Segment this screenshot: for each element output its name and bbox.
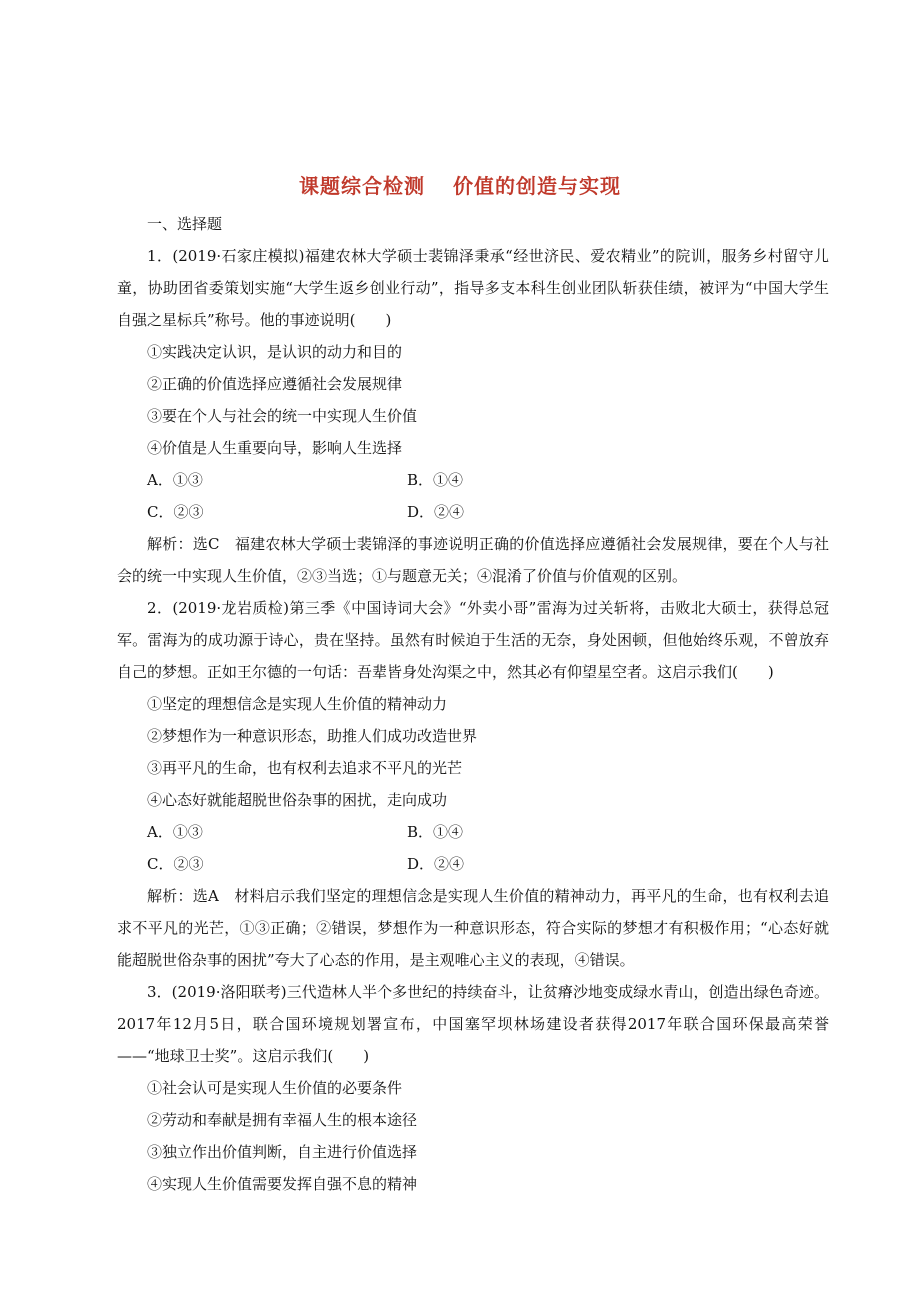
statement-item: ①实践决定认识，是认识的动力和目的 — [147, 343, 403, 361]
title-part1: 课题综合检测 — [299, 174, 425, 198]
question-stem: 3．(2019·洛阳联考)三代造林人半个多世纪的持续奋斗，让贫瘠沙地变成绿水青山，创造出绿色奇迹。2017年12月5日，联合国环境规划署宣布，中国塞罕坝林场建设者获得2017年联合国环保最高荣誉——“地球卫士奖”。这启示我们( ) — [117, 983, 829, 1065]
choice-c: C．②③ — [147, 855, 204, 873]
choice-a: A．①③ — [147, 823, 203, 841]
choice-d: D．②④ — [407, 503, 465, 521]
statement-item: ①坚定的理想信念是实现人生价值的精神动力 — [147, 695, 448, 713]
question-3 — [117, 976, 829, 1200]
statement-item: ③独立作出价值判断，自主进行价值选择 — [147, 1143, 418, 1161]
statement-item: ④实现人生价值需要发挥自强不息的精神 — [147, 1175, 418, 1193]
statement-item: ④心态好就能超脱世俗杂事的困扰，走向成功 — [147, 791, 448, 809]
choice-c: C．②③ — [147, 503, 204, 521]
choice-b: B．①④ — [407, 471, 464, 489]
question-stem: 1．(2019·石家庄模拟)福建农林大学硕士裴锦泽秉承“经世济民、爱农精业”的院训，服务乡村留守儿童，协助团省委策划实施“大学生返乡创业行动”，指导多支本科生创业团队斩获佳绩，被评为“中国大学生自强之星标兵”称号。他的事迹说明( ) — [117, 247, 829, 329]
section-heading: 一、选择题 — [147, 215, 223, 233]
statement-item: ③再平凡的生命，也有权利去追求不平凡的光芒 — [147, 759, 463, 777]
statement-item: ①社会认可是实现人生价值的必要条件 — [147, 1079, 403, 1097]
statement-item: ④价值是人生重要向导，影响人生选择 — [147, 439, 403, 457]
answer-choices-row — [117, 848, 829, 880]
choice-d: D．②④ — [407, 855, 465, 873]
choice-b: B．①④ — [407, 823, 464, 841]
statement-item: ②梦想作为一种意识形态，助推人们成功改造世界 — [147, 727, 478, 745]
answer-choices-row — [117, 816, 829, 848]
question-stem: 2．(2019·龙岩质检)第三季《中国诗词大会》“外卖小哥”雷海为过关斩将，击败北大硕士，获得总冠军。雷海为的成功源于诗心，贵在坚持。虽然有时候迫于生活的无奈，身处困顿，但他始终乐观，不曾放弃自己的梦想。正如王尔德的一句话：吾辈皆身处沟渠之中，然其必有仰望星空者。这启示我们( ) — [117, 599, 829, 681]
statement-item: ②劳动和奉献是拥有幸福人生的根本途径 — [147, 1111, 418, 1129]
answer-choices-row — [117, 496, 829, 528]
document-body — [117, 208, 829, 1200]
statement-item: ②正确的价值选择应遵循社会发展规律 — [147, 375, 403, 393]
title-part2: 价值的创造与实现 — [453, 174, 621, 198]
answer-analysis: 解析：选A 材料启示我们坚定的理想信念是实现人生价值的精神动力，再平凡的生命，也有权利去追求不平凡的光芒，①③正确；②错误，梦想作为一种意识形态，符合实际的梦想才有积极作用；“心态好就能超脱世俗杂事的困扰”夸大了心态的作用，是主观唯心主义的表现，④错误。 — [117, 887, 829, 969]
statement-item: ③要在个人与社会的统一中实现人生价值 — [147, 407, 418, 425]
choice-a: A．①③ — [147, 471, 203, 489]
question-2 — [117, 592, 829, 976]
answer-choices-row — [117, 464, 829, 496]
answer-analysis: 解析：选C 福建农林大学硕士裴锦泽的事迹说明正确的价值选择应遵循社会发展规律，要在个人与社会的统一中实现人生价值，②③当选；①与题意无关；④混淆了价值与价值观的区别。 — [117, 535, 829, 585]
page-title — [0, 170, 920, 199]
question-1 — [117, 240, 829, 592]
